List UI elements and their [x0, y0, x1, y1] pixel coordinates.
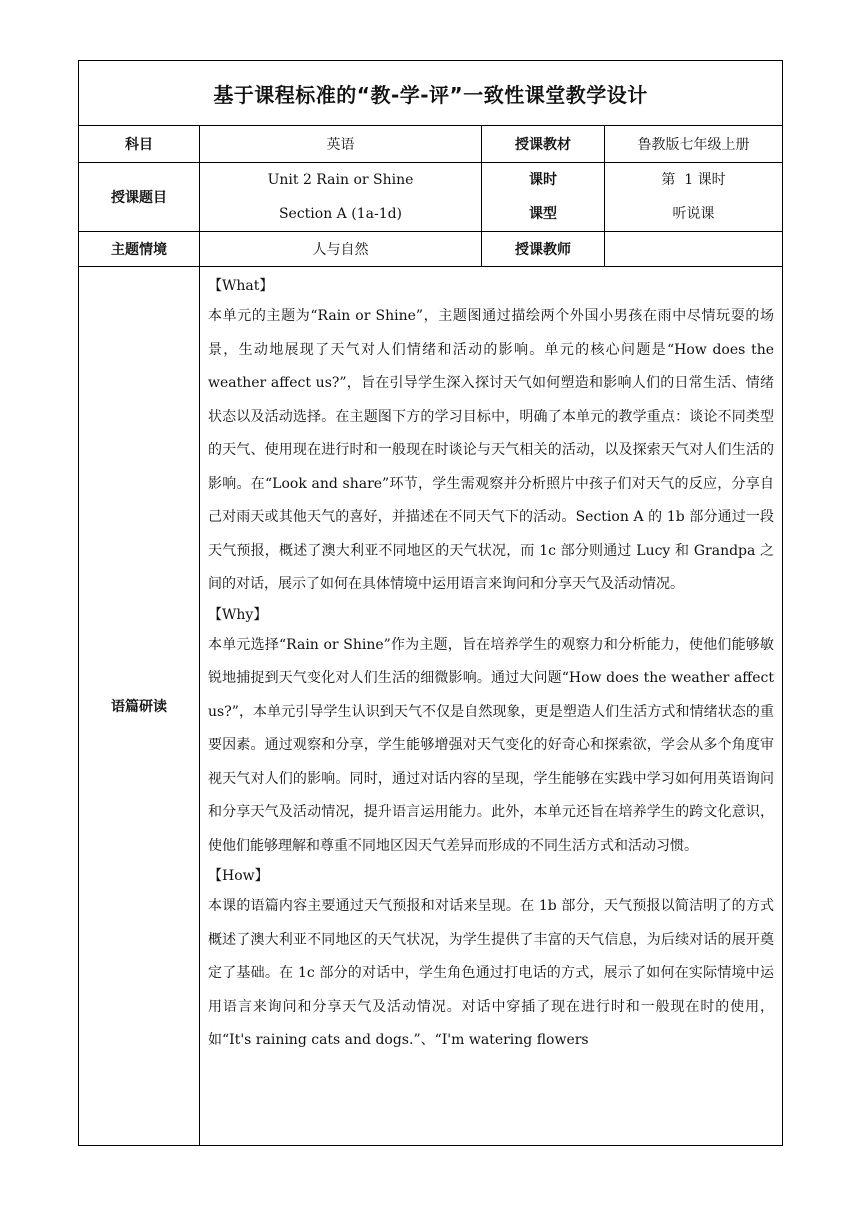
reading-content [200, 267, 783, 1146]
reading-label: 语篇研读 [79, 267, 200, 1146]
period-value: 第 1 课时 [661, 172, 726, 188]
period-label: 课时 [529, 172, 557, 188]
subject-label: 科目 [79, 126, 200, 163]
topic-line-2: Section A (1a-1d) [278, 206, 403, 222]
type-label: 课型 [529, 206, 557, 222]
how-paragraph: 本课的语篇内容主要通过天气预报和对话来呈现。在 1b 部分，天气预报以简洁明了的方式概述了澳大利亚不同地区的天气状况，为学生提供了丰富的天气信息，为后续对话的展开奠定了基础。在 1c 部分的对话中，学生角色通过打电话的方式，展示了如何在实际情境中运用语言来询问和分享天气及活动情况。对话中穿插了现在进行时和一般现在时的使用，如“It's raining cats and dogs.”、“I'm watering flowers [208, 898, 775, 1048]
theme-label: 主题情境 [79, 232, 200, 267]
topic-label: 授课题目 [79, 163, 200, 232]
textbook-label: 授课教材 [482, 126, 605, 163]
lesson-plan-table [78, 60, 783, 1146]
what-heading: 【What】 [208, 278, 274, 294]
why-heading: 【Why】 [208, 606, 268, 623]
topic-value [200, 163, 482, 232]
what-paragraph: 本单元的主题为“Rain or Shine”，主题图通过描绘两个外国小男孩在雨中尽情玩耍的场景，生动地展现了天气对人们情绪和活动的影响。单元的核心问题是“How does the weather affect us?”，旨在引导学生深入探讨天气如何塑造和影响人们的日常生活、情绪状态以及活动选择。在主题图下方的学习目标中，明确了本单元的教学重点：谈论不同类型的天气、使用现在进行时和一般现在时谈论与天气相关的活动，以及探索天气对人们生活的影响。在“Look and share”环节，学生需观察并分析照片中孩子们对天气的反应，分享自己对雨天或其他天气的喜好，并描述在不同天气下的活动。Section A 的 1b 部分通过一段天气预报，概述了澳大利亚不同地区的天气状况，而 1c 部分则通过 Lucy 和 Grandpa 之间的对话，展示了如何在具体情境中运用语言来询问和分享天气及活动情况。 [208, 308, 775, 592]
document-title: 基于课程标准的“教-学-评”一致性课堂教学设计 [79, 61, 783, 126]
theme-value: 人与自然 [200, 232, 482, 267]
teacher-label: 授课教师 [482, 232, 605, 267]
why-paragraph: 本单元选择“Rain or Shine”作为主题，旨在培养学生的观察力和分析能力，使他们能够敏锐地捕捉到天气变化对人们生活的细微影响。通过大问题“How does the weather affect us?”，本单元引导学生认识到天气不仅是自然现象，更是塑造人们生活方式和情绪状态的重要因素。通过观察和分享，学生能够增强对天气变化的好奇心和探索欲，学会从多个角度审视天气对人们的影响。同时，通过对话内容的呈现，学生能够在实践中学习如何用英语询问和分享天气及活动情况，提升语言运用能力。此外，本单元还旨在培养学生的跨文化意识，使他们能够理解和尊重不同地区因天气差异而形成的不同生活方式和活动习惯。 [208, 636, 775, 854]
type-value: 听说课 [672, 206, 715, 222]
textbook-value: 鲁教版七年级上册 [605, 126, 783, 163]
lesson-plan-document [78, 60, 782, 1146]
period-type-labels [482, 163, 605, 232]
teacher-value [605, 232, 783, 267]
topic-line-1: Unit 2 Rain or Shine [267, 172, 414, 188]
how-heading: 【How】 [208, 868, 269, 884]
subject-value: 英语 [200, 126, 482, 163]
period-type-values [605, 163, 783, 232]
